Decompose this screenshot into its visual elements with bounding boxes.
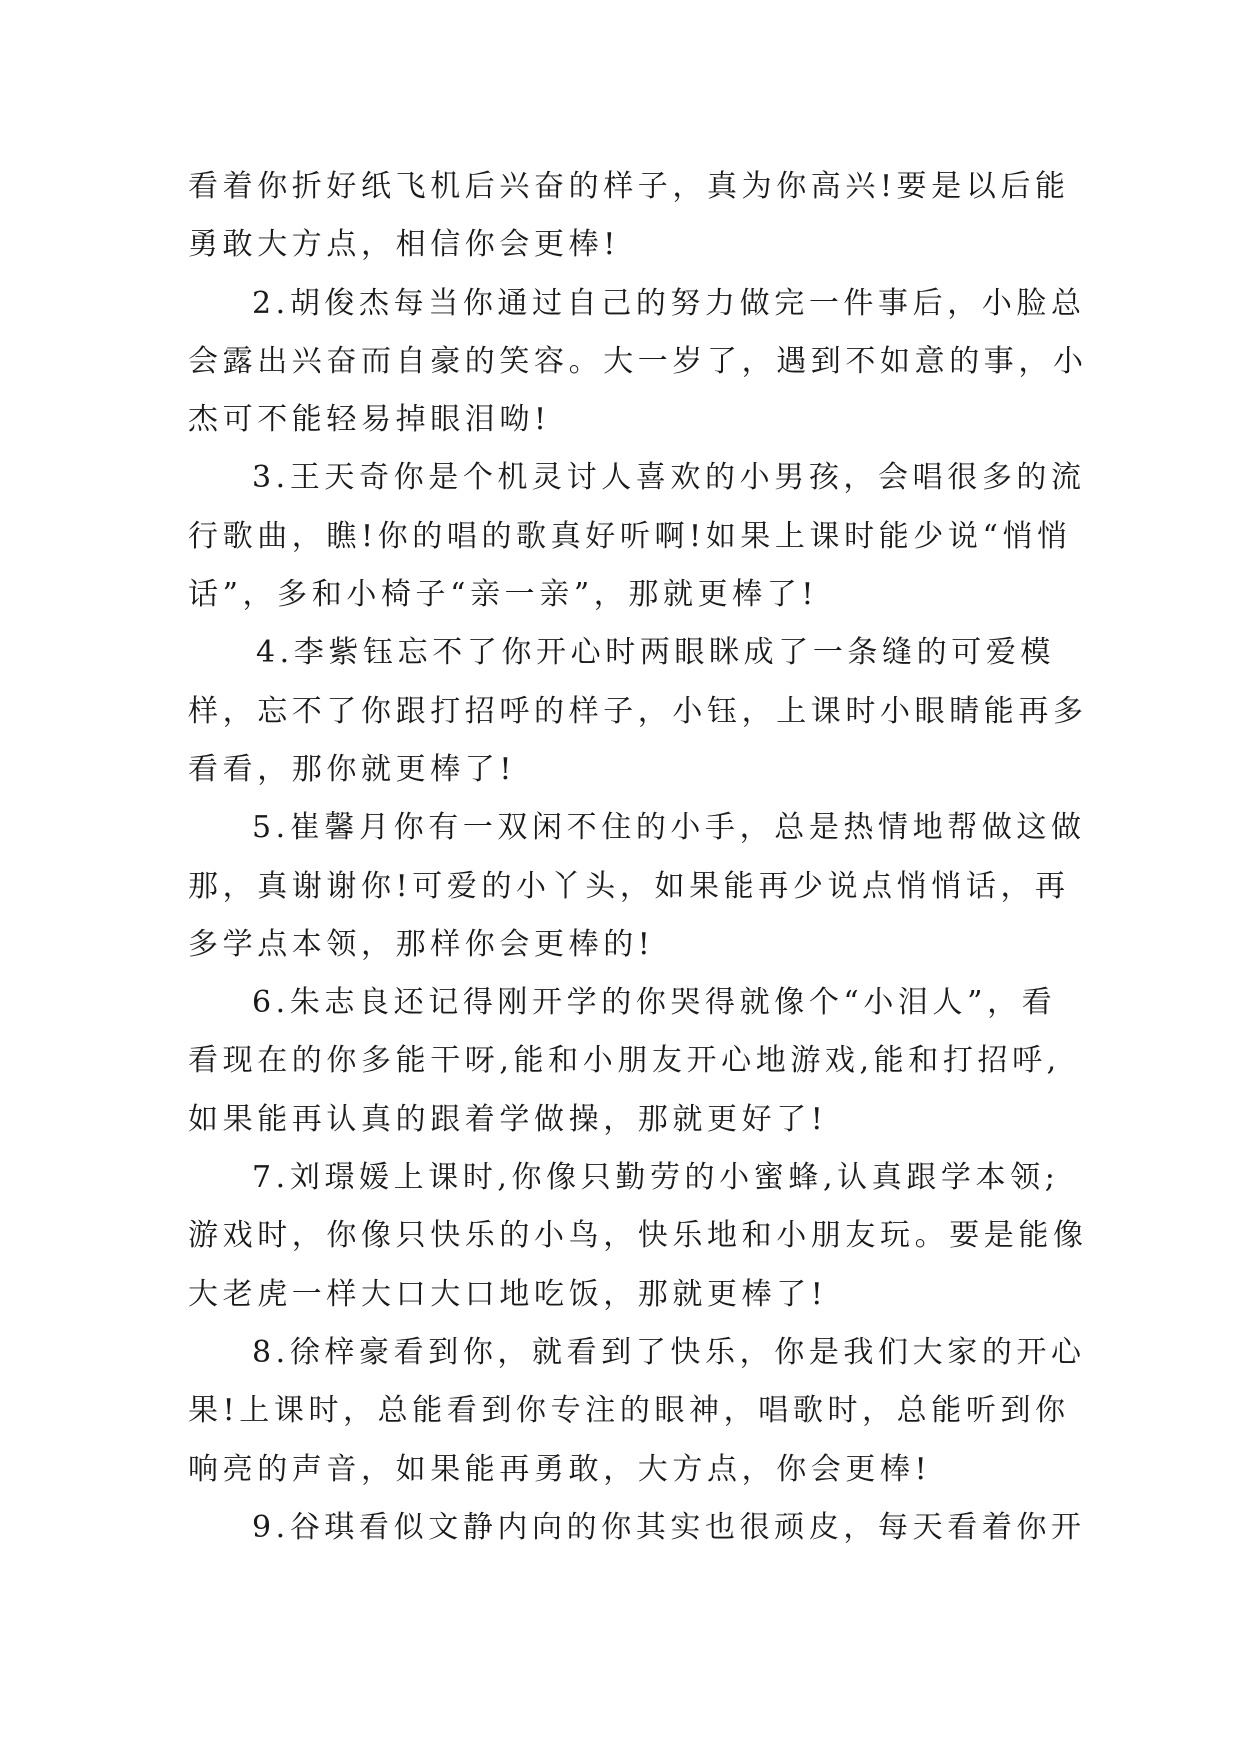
text-line: 行歌曲，瞧!你的唱的歌真好听啊!如果上课时能少说“悄悄 [188, 518, 1072, 554]
text-line: 杰可不能轻易掉眼泪呦! [188, 402, 551, 438]
text-line: 响亮的声音，如果能再勇敢，大方点，你会更棒! [188, 1451, 932, 1487]
text-line: 会露出兴奋而自豪的笑容。大一岁了，遇到不如意的事，小 [188, 343, 1088, 379]
paragraph-start-line: 7.刘璟媛上课时,你像只勤劳的小蜜蜂,认真跟学本领; [252, 1160, 1060, 1196]
document-body [188, 158, 1088, 1557]
text-line: 看现在的你多能干呀,能和小朋友开心地游戏,能和打招呼, [188, 1043, 1061, 1079]
text-line: 那，真谢谢你!可爱的小丫头，如果能再少说点悄悄话，再 [188, 868, 1070, 904]
text-line: 看着你折好纸飞机后兴奋的样子，真为你高兴!要是以后能 [188, 169, 1070, 204]
paragraph-start-line: 3.王天奇你是个机灵讨人喜欢的小男孩，会唱很多的流 [252, 460, 1086, 496]
paragraph-start-line: 8.徐梓豪看到你，就看到了快乐，你是我们大家的开心 [252, 1334, 1086, 1370]
paragraph-start-line: 4.李紫钰忘不了你开心时两眼眯成了一条缝的可爱模 [256, 635, 1056, 671]
text-line: 果!上课时，总能看到你专注的眼神，唱歌时，总能听到你 [188, 1393, 1070, 1429]
text-line: 多学点本领，那样你会更棒的! [188, 926, 655, 962]
text-line: 样，忘不了你跟打招呼的样子，小钰，上课时小眼睛能再多 [188, 693, 1088, 729]
paragraph-start-line: 9.谷琪看似文静内向的你其实也很顽皮，每天看着你开 [252, 1509, 1086, 1545]
paragraph-start-line: 5.崔馨月你有一双闲不住的小手，总是热情地帮做这做 [252, 810, 1086, 846]
text-line: 如果能再认真的跟着学做操，那就更好了! [188, 1101, 828, 1137]
text-line: 勇敢大方点，相信你会更棒! [188, 227, 620, 263]
text-line: 看看，那你就更棒了! [188, 751, 517, 787]
text-line: 游戏时，你像只快乐的小鸟，快乐地和小朋友玩。要是能像 [188, 1218, 1088, 1254]
paragraph-start-line: 2.胡俊杰每当你通过自己的努力做完一件事后，小脸总 [252, 285, 1086, 321]
text-line: 话”，多和小椅子“亲一亲”，那就更棒了! [188, 577, 819, 613]
text-line: 大老虎一样大口大口地吃饭，那就更棒了! [188, 1276, 828, 1312]
paragraph-start-line: 6.朱志良还记得刚开学的你哭得就像个“小泪人”，看 [252, 985, 1057, 1021]
